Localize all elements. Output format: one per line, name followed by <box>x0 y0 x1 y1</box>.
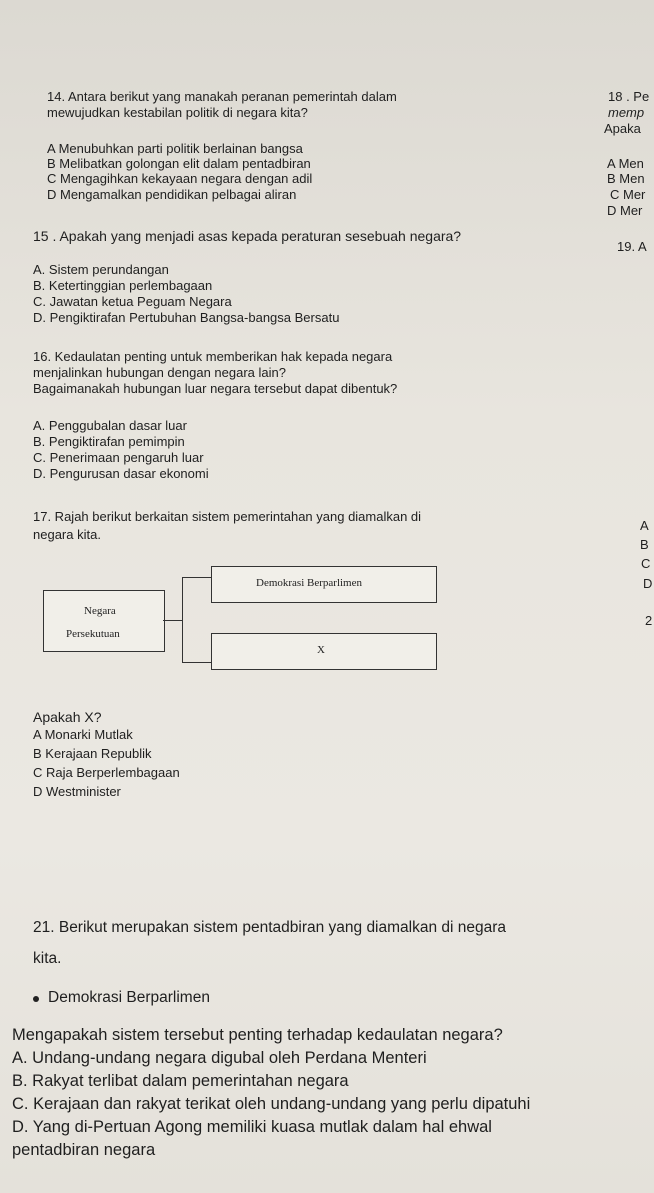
q21-option-b: B. Rakyat terlibat dalam pemerintahan negara <box>12 1072 349 1090</box>
diagram-left-label-line2: Persekutuan <box>66 628 120 640</box>
q15-option-b: B. Ketertinggian perlembagaan <box>33 278 213 293</box>
q17-stem-line1: 17. Rajah berikut berkaitan sistem pemerintahan yang diamalkan di <box>33 509 422 524</box>
q18-option-b-fragment: B Men <box>607 171 645 186</box>
q21-option-a: A. Undang-undang negara digubal oleh Perdana Menteri <box>12 1049 427 1067</box>
q17-option-b: B Kerajaan Republik <box>33 746 152 761</box>
q15-option-d: D. Pengiktirafan Pertubuhan Bangsa-bangsa Bersatu <box>33 310 340 325</box>
fragment-a: A <box>640 518 649 533</box>
q16-stem-line3: Bagaimanakah hubungan luar negara tersebut dapat dibentuk? <box>33 381 398 396</box>
q18-fragment-apaka: Apaka <box>604 121 641 136</box>
fragment-2: 2 <box>645 613 653 628</box>
q16-stem-line1: 16. Kedaulatan penting untuk memberikan hak kepada negara <box>33 349 393 364</box>
fragment-b: B <box>640 537 649 552</box>
q14-stem-line2: mewujudkan kestabilan politik di negara kita? <box>47 105 308 120</box>
q16-stem-line2: menjalinkan hubungan dengan negara lain? <box>33 365 286 380</box>
q16-option-a: A. Penggubalan dasar luar <box>33 418 187 433</box>
diagram-bottom-label: X <box>317 644 325 656</box>
q21-option-d-line2: pentadbiran negara <box>12 1141 156 1159</box>
diagram-top-label: Demokrasi Berparlimen <box>256 577 362 589</box>
q14-option-d: D Mengamalkan pendidikan pelbagai aliran <box>47 187 297 202</box>
bullet-dot <box>33 996 39 1002</box>
q21-stem-line2: kita. <box>33 950 62 967</box>
q17-option-a: A Monarki Mutlak <box>33 727 133 742</box>
q16-option-c: C. Penerimaan pengaruh luar <box>33 450 204 465</box>
q21-option-c: C. Kerajaan dan rakyat terikat oleh undang-undang yang perlu dipatuhi <box>12 1095 531 1113</box>
q21-bullet-text: Demokrasi Berparlimen <box>48 989 210 1006</box>
q18-option-a-fragment: A Men <box>607 156 644 171</box>
q17-ask: Apakah X? <box>33 709 102 725</box>
q17-option-c: C Raja Berperlembagaan <box>33 765 180 780</box>
q18-stem-fragment: 18 . Pe <box>608 89 650 104</box>
q15-option-a: A. Sistem perundangan <box>33 262 169 277</box>
q15-stem: 15 . Apakah yang menjadi asas kepada peraturan sesebuah negara? <box>33 228 462 244</box>
q15-option-c: C. Jawatan ketua Peguam Negara <box>33 294 232 309</box>
q16-option-d: D. Pengurusan dasar ekonomi <box>33 466 209 481</box>
q14-option-b: B Melibatkan golongan elit dalam pentadbiran <box>47 156 311 171</box>
diagram-left-box <box>43 590 165 652</box>
q19-stem-fragment: 19. A <box>617 239 647 254</box>
diagram-left-label-line1: Negara <box>84 605 116 617</box>
q21-option-d-line1: D. Yang di-Pertuan Agong memiliki kuasa mutlak dalam hal ehwal <box>12 1118 492 1136</box>
q21-stem-line1: 21. Berikut merupakan sistem pentadbiran yang diamalkan di negara <box>33 919 507 936</box>
q17-stem-line2: negara kita. <box>33 527 101 542</box>
q21-ask: Mengapakah sistem tersebut penting terhadap kedaulatan negara? <box>12 1026 503 1044</box>
connector-top <box>182 577 212 578</box>
q17-option-d: D Westminister <box>33 784 121 799</box>
connector-bottom <box>182 662 212 663</box>
q14-option-c: C Mengagihkan kekayaan negara dengan adil <box>47 171 313 186</box>
fragment-d: D <box>643 576 653 591</box>
q14-stem-line1: 14. Antara berikut yang manakah peranan pemerintah dalam <box>47 89 397 104</box>
connector-stub <box>163 620 183 621</box>
fragment-c: C <box>641 556 651 571</box>
q18-fragment-memp: memp <box>608 105 645 120</box>
connector-vertical <box>182 577 183 663</box>
q18-option-d-fragment: D Mer <box>607 203 643 218</box>
q14-option-a: A Menubuhkan parti politik berlainan bangsa <box>47 141 303 156</box>
q16-option-b: B. Pengiktirafan pemimpin <box>33 434 185 449</box>
q18-option-c-fragment: C Mer <box>610 187 646 202</box>
